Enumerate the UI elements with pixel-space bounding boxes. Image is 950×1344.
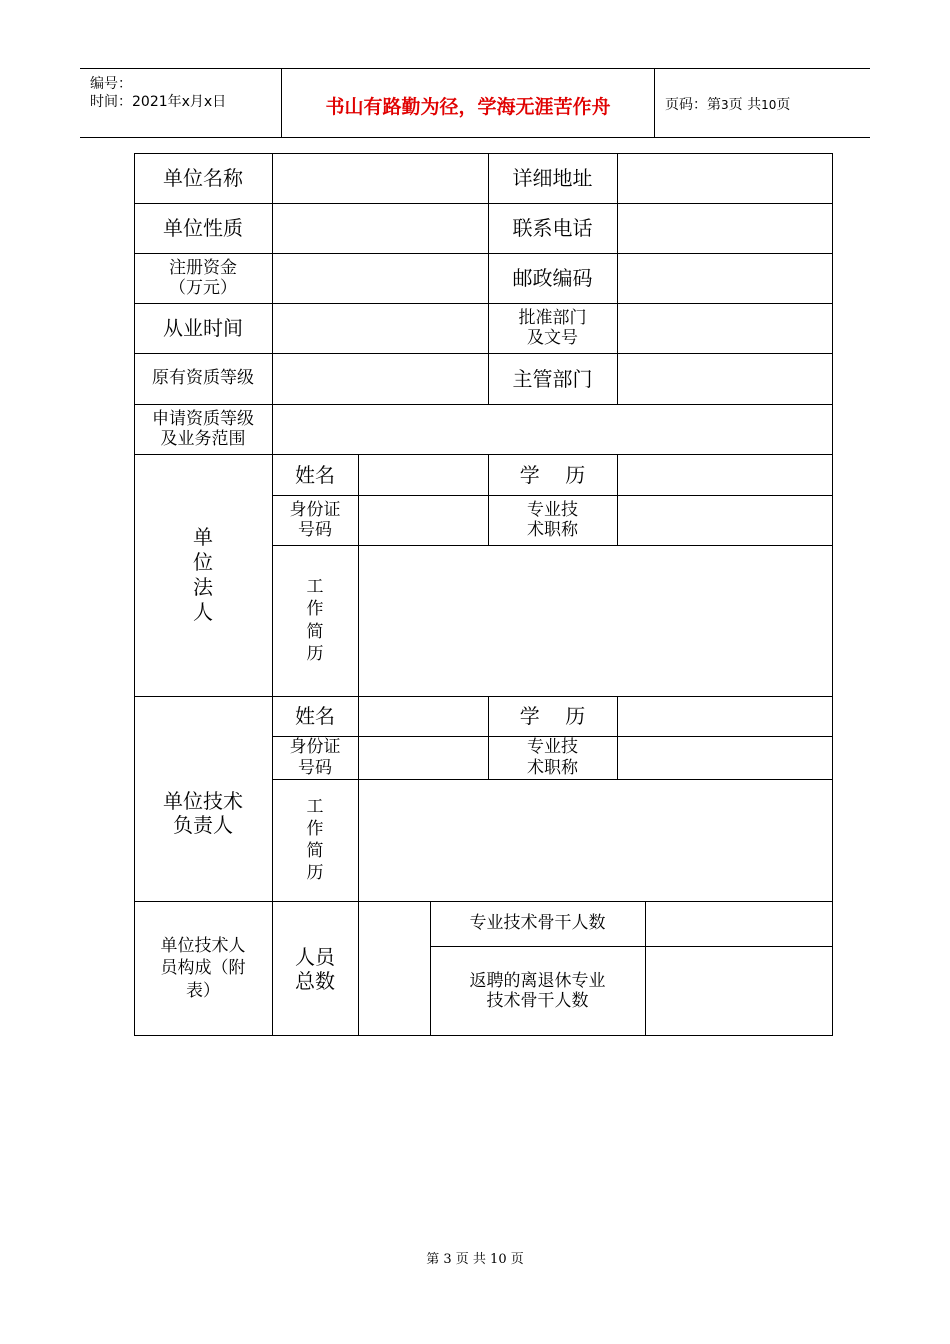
label-legal-edu: 学 历 — [519, 462, 586, 487]
label-postcode: 邮政编码 — [512, 266, 593, 290]
label-unit-nature: 单位性质 — [163, 216, 243, 240]
label-legal-name: 姓名 — [295, 462, 335, 487]
field-tech-edu[interactable] — [618, 696, 833, 736]
field-legal-id[interactable] — [359, 495, 488, 545]
label-total: 人员 总数 — [295, 944, 335, 993]
field-legal-name[interactable] — [359, 454, 488, 495]
label-tech-resume: 工 作 简 历 — [306, 796, 324, 884]
field-tech-id[interactable] — [359, 736, 488, 779]
field-unit-nature[interactable] — [273, 203, 488, 253]
field-tech-title[interactable] — [618, 736, 833, 779]
label-legal-resume: 工 作 简 历 — [306, 577, 324, 664]
field-capital[interactable] — [273, 253, 488, 303]
label-tech-id: 身份证 号码 — [289, 737, 341, 778]
label-phone: 联系电话 — [512, 216, 593, 240]
label-approval: 批准部门 及文号 — [518, 307, 587, 348]
label-staff: 单位技术人 员构成（附 表） — [160, 936, 246, 1001]
label-tech-head: 单位技术 负责人 — [163, 788, 243, 837]
field-postcode[interactable] — [618, 253, 833, 303]
field-legal-resume[interactable] — [359, 545, 833, 696]
field-retired[interactable] — [646, 946, 833, 1036]
label-capital: 注册资金 （万元） — [169, 257, 237, 298]
field-tech-resume[interactable] — [359, 779, 833, 901]
motto: 书山有路勤为径，学海无涯苦作舟 — [325, 96, 611, 118]
field-apply[interactable] — [273, 404, 833, 454]
page-indicator: 页码：第3页 共10页 — [665, 97, 791, 113]
field-address[interactable] — [618, 153, 833, 203]
label-retired: 返聘的离退休专业 技术骨干人数 — [469, 970, 606, 1011]
page-footer: 第 3 页 共 10 页 — [426, 1252, 524, 1267]
label-orig-grade: 原有资质等级 — [152, 368, 254, 389]
label-legal-title: 专业技 术职称 — [527, 499, 578, 540]
label-address: 详细地址 — [512, 166, 593, 190]
label-years: 从业时间 — [163, 316, 243, 340]
field-unit-name[interactable] — [273, 153, 488, 203]
label-apply: 申请资质等级 及业务范围 — [152, 408, 254, 449]
time-label: 时间：2021年x月x日 — [90, 94, 227, 110]
field-competent[interactable] — [618, 353, 833, 404]
field-legal-edu[interactable] — [618, 454, 833, 495]
label-legal-rep: 单 位 法 人 — [193, 525, 213, 624]
label-tech-title: 专业技 术职称 — [527, 737, 578, 778]
field-years[interactable] — [273, 303, 488, 353]
label-tech-name: 姓名 — [295, 704, 335, 728]
label-legal-id: 身份证 号码 — [289, 499, 341, 540]
field-total[interactable] — [359, 901, 430, 1036]
field-approval[interactable] — [618, 303, 833, 353]
number-label: 编号： — [90, 76, 132, 92]
label-tech-edu: 学 历 — [519, 704, 586, 728]
field-tech-name[interactable] — [359, 696, 488, 736]
field-legal-title[interactable] — [618, 495, 833, 545]
field-phone[interactable] — [618, 203, 833, 253]
field-orig-grade[interactable] — [273, 353, 488, 404]
label-backbone: 专业技术骨干人数 — [469, 913, 606, 934]
label-unit-name: 单位名称 — [163, 166, 243, 190]
label-competent: 主管部门 — [512, 366, 593, 391]
field-backbone[interactable] — [646, 901, 833, 946]
